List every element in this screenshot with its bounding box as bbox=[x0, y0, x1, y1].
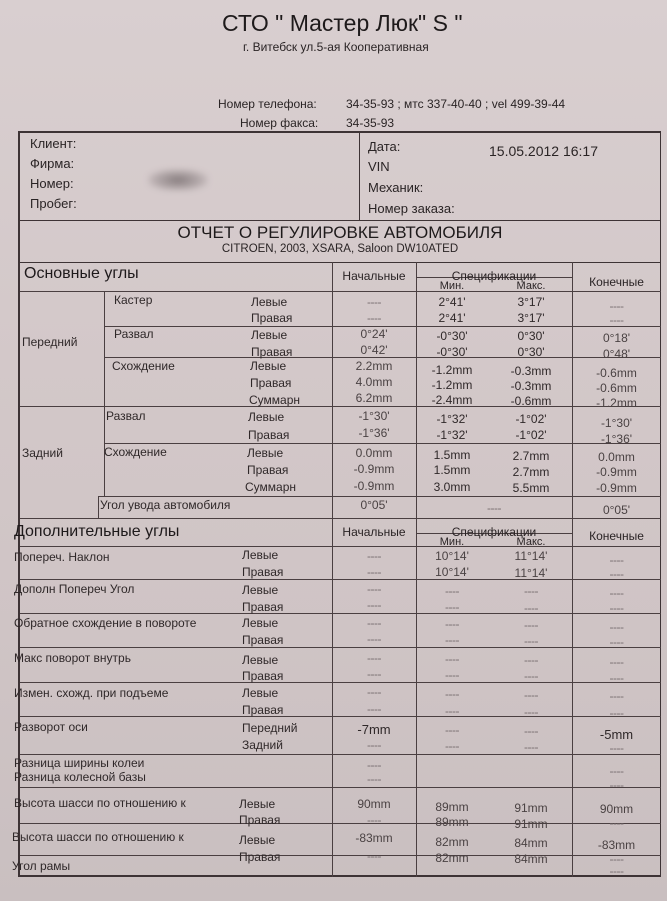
kpi-left-final: ---- bbox=[609, 553, 624, 567]
front-toe-total-initial: 6.2mm bbox=[355, 391, 393, 405]
rear-camber-right-initial: -1°36' bbox=[358, 426, 390, 440]
shop-header bbox=[0, 0, 667, 130]
front-toe-total-final: -1.2mm bbox=[596, 396, 637, 410]
axle-offset-rear-label: Задний bbox=[242, 738, 283, 752]
rear-camber-right-max: -1°02' bbox=[515, 428, 547, 442]
front-toe-right-initial: 4.0mm bbox=[355, 375, 393, 389]
max-turn-left-initial: ---- bbox=[367, 651, 381, 665]
toe-change-right-min: ---- bbox=[445, 704, 459, 718]
rear-toe-right-label: Правая bbox=[247, 463, 289, 477]
front-caster-left-final: ---- bbox=[609, 299, 624, 313]
ride-height-2-label: Высота шасси по отношению к bbox=[12, 830, 184, 844]
front-camber-right-initial: 0°42' bbox=[360, 343, 388, 357]
frame-angle-final: ---- bbox=[609, 864, 624, 878]
add-col-min-header: Мин. bbox=[439, 536, 465, 548]
included-angle-right-label: Правая bbox=[242, 600, 284, 614]
rear-toe-total-min: 3.0mm bbox=[433, 480, 471, 494]
rear-toe-right-max: 2.7mm bbox=[512, 465, 550, 479]
date-label: Дата: bbox=[368, 139, 401, 154]
grid-line bbox=[98, 496, 661, 497]
front-caster-right-min: 2°41' bbox=[438, 311, 466, 325]
toe-change-right-label: Правая bbox=[242, 703, 284, 717]
max-turn-right-final: ---- bbox=[609, 671, 624, 685]
front-caster-right-initial: ---- bbox=[367, 311, 381, 325]
track-width-diff-final: ---- bbox=[609, 764, 624, 778]
report-title: ОТЧЕТ О РЕГУЛИРОВКЕ АВТОМОБИЛЯ bbox=[177, 223, 503, 242]
toe-change-left-max: ---- bbox=[524, 688, 538, 702]
ride-height-2-left-label: Левые bbox=[239, 833, 276, 847]
included-angle-left-min: ---- bbox=[445, 584, 459, 598]
col-final-header: Конечные bbox=[589, 275, 644, 289]
col-min-header: Мин. bbox=[439, 280, 465, 292]
max-turn-right-min: ---- bbox=[445, 668, 459, 682]
kpi-right-label: Правая bbox=[242, 565, 284, 579]
ride-height-1-right-label: Правая bbox=[239, 813, 281, 827]
rear-toe-left-final: 0.0mm bbox=[598, 450, 635, 464]
front-caster-right-label: Правая bbox=[251, 311, 293, 325]
alignment-report-sheet bbox=[12, 131, 661, 878]
thrust-angle-spec: ---- bbox=[487, 501, 501, 515]
thrust-angle-final: 0°05' bbox=[602, 503, 631, 517]
rear-toe-total-label: Суммарн bbox=[245, 480, 297, 494]
rear-toe-label: Схождение bbox=[104, 445, 167, 459]
ride-height-1-left-label: Левые bbox=[239, 797, 276, 811]
ride-height-2-right-max: 84mm bbox=[514, 852, 548, 866]
rear-toe-right-min: 1.5mm bbox=[433, 463, 471, 477]
included-angle-left-max: ---- bbox=[524, 584, 538, 598]
rear-camber-right-final: -1°36' bbox=[600, 432, 633, 446]
kpi-right-max: 11°14' bbox=[514, 566, 548, 580]
included-angle-label: Дополн Попереч Угол bbox=[14, 582, 135, 596]
front-camber-left-final: 0°18' bbox=[602, 331, 631, 345]
ride-height-2-left-initial: -83mm bbox=[355, 831, 393, 845]
toe-change-left-initial: ---- bbox=[367, 685, 381, 699]
rear-toe-left-max: 2.7mm bbox=[512, 449, 550, 463]
ride-height-2-right-min: 82mm bbox=[435, 851, 469, 865]
front-caster-right-final: ---- bbox=[609, 313, 624, 327]
rear-toe-total-initial: -0.9mm bbox=[353, 479, 395, 493]
wheelbase-diff-final: ---- bbox=[609, 778, 624, 792]
vehicle-description: CITROEN, 2003, XSARA, Saloon DW10ATED bbox=[221, 243, 459, 255]
col-specs-header: Спецификации bbox=[451, 269, 537, 283]
fax-value: 34-35-93 bbox=[346, 116, 395, 130]
included-angle-right-initial: ---- bbox=[367, 598, 381, 612]
toe-out-left-max: ---- bbox=[524, 618, 538, 632]
track-width-diff-initial: ---- bbox=[367, 758, 381, 772]
grid-line bbox=[20, 787, 661, 788]
fax-label: Номер факса: bbox=[240, 116, 319, 130]
col-initial-header: Начальные bbox=[342, 269, 406, 283]
client-info-block bbox=[20, 133, 660, 221]
toe-out-left-initial: ---- bbox=[367, 616, 381, 630]
max-turn-right-label: Правая bbox=[242, 669, 284, 683]
max-turn-left-max: ---- bbox=[524, 653, 538, 667]
additional-angles-title: Дополнительные углы bbox=[14, 523, 180, 540]
axle-offset-front-final: -5mm bbox=[599, 727, 634, 742]
ride-height-2-right-final: ---- bbox=[609, 852, 624, 866]
ride-height-1-left-min: 89mm bbox=[435, 800, 469, 814]
rear-camber-left-initial: -1°30' bbox=[358, 409, 390, 423]
included-angle-left-final: ---- bbox=[609, 586, 624, 600]
wheelbase-diff-label: Разница колесной базы bbox=[14, 770, 146, 784]
ride-height-1-right-min: 89mm bbox=[435, 815, 469, 829]
toe-out-right-final: ---- bbox=[609, 635, 624, 649]
toe-change-left-min: ---- bbox=[445, 687, 459, 701]
add-col-specs-header: Спецификации bbox=[451, 525, 537, 539]
ride-height-1-right-initial: ---- bbox=[367, 813, 381, 827]
front-camber-label: Развал bbox=[114, 327, 154, 341]
rear-camber-left-min: -1°32' bbox=[436, 412, 468, 426]
front-toe-left-label: Левые bbox=[250, 359, 287, 373]
report-title-block bbox=[20, 220, 660, 263]
order-number-label: Номер заказа: bbox=[368, 201, 455, 216]
client-label: Клиент: bbox=[30, 136, 77, 151]
front-toe-left-initial: 2.2mm bbox=[355, 359, 393, 373]
front-camber-left-initial: 0°24' bbox=[360, 327, 388, 341]
axle-offset-rear-min: ---- bbox=[445, 739, 459, 753]
phone-value: 34-35-93 ; мтс 337-40-40 ; vel 499-39-44 bbox=[346, 97, 566, 111]
front-camber-right-label: Правая bbox=[251, 345, 293, 359]
wheelbase-diff-initial: ---- bbox=[367, 772, 381, 786]
included-angle-right-min: ---- bbox=[445, 600, 459, 614]
kpi-right-initial: ---- bbox=[367, 565, 381, 579]
axle-offset-rear-initial: ---- bbox=[367, 738, 381, 752]
mechanic-label: Механик: bbox=[368, 180, 424, 195]
thrust-angle-label: Угол увода автомобиля bbox=[100, 498, 231, 512]
rear-camber-left-label: Левые bbox=[248, 410, 285, 424]
mileage-label: Пробег: bbox=[30, 196, 77, 211]
track-width-diff-label: Разница ширины колеи bbox=[14, 756, 145, 770]
max-turn-right-max: ---- bbox=[524, 669, 538, 683]
front-caster-left-min: 2°41' bbox=[438, 295, 466, 309]
rear-toe-right-initial: -0.9mm bbox=[353, 462, 395, 476]
max-turn-left-min: ---- bbox=[445, 652, 459, 666]
rear-camber-left-max: -1°02' bbox=[515, 412, 547, 426]
grid-line bbox=[104, 291, 105, 496]
front-camber-right-max: 0°30' bbox=[517, 345, 545, 359]
axle-offset-rear-final: ---- bbox=[609, 741, 624, 755]
max-turn-left-final: ---- bbox=[609, 655, 624, 669]
max-turn-label: Макс поворот внутрь bbox=[14, 651, 131, 665]
toe-out-left-label: Левые bbox=[242, 616, 279, 630]
front-caster-left-initial: ---- bbox=[367, 295, 381, 309]
front-camber-left-max: 0°30' bbox=[517, 329, 545, 343]
front-camber-left-min: -0°30' bbox=[436, 329, 468, 343]
kpi-left-min: 10°14' bbox=[435, 549, 469, 563]
toe-change-right-initial: ---- bbox=[367, 702, 381, 716]
front-camber-right-min: -0°30' bbox=[436, 345, 468, 359]
shop-address: г. Витебск ул.5-ая Кооперативная bbox=[243, 40, 429, 54]
rear-toe-total-final: -0.9mm bbox=[596, 481, 637, 495]
front-axle-label: Передний bbox=[22, 335, 78, 349]
grid-line bbox=[20, 518, 661, 519]
firm-label: Фирма: bbox=[30, 156, 75, 171]
axle-offset-front-label: Передний bbox=[242, 721, 298, 735]
main-angles-title: Основные углы bbox=[24, 265, 139, 282]
axle-offset-front-max: ---- bbox=[524, 724, 538, 738]
front-camber-left-label: Левые bbox=[251, 328, 288, 342]
front-caster-left-max: 3°17' bbox=[517, 295, 545, 309]
front-caster-label: Кастер bbox=[114, 293, 153, 307]
front-caster-right-max: 3°17' bbox=[517, 311, 545, 325]
front-toe-right-min: -1.2mm bbox=[431, 378, 473, 392]
number-label: Номер: bbox=[30, 176, 74, 191]
max-turn-right-initial: ---- bbox=[367, 667, 381, 681]
col-max-header: Макс. bbox=[516, 280, 546, 292]
rear-toe-right-final: -0.9mm bbox=[596, 465, 637, 479]
included-angle-left-initial: ---- bbox=[367, 582, 381, 596]
kpi-label: Попереч. Наклон bbox=[14, 550, 110, 564]
kpi-left-label: Левые bbox=[242, 548, 279, 562]
axle-offset-front-min: ---- bbox=[445, 723, 459, 737]
toe-out-on-turns-label: Обратное схождение в повороте bbox=[14, 616, 197, 630]
ride-height-1-right-final: ---- bbox=[609, 816, 624, 830]
toe-out-right-max: ---- bbox=[524, 634, 538, 648]
rear-camber-left-final: -1°30' bbox=[600, 416, 633, 430]
max-turn-left-label: Левые bbox=[242, 653, 279, 667]
thrust-angle-initial: 0°05' bbox=[360, 498, 388, 512]
front-camber-right-final: 0°48' bbox=[602, 347, 631, 361]
toe-out-left-final: ---- bbox=[609, 620, 624, 634]
vin-label: VIN bbox=[368, 159, 390, 174]
axle-offset-rear-max: ---- bbox=[524, 740, 538, 754]
rear-toe-left-min: 1.5mm bbox=[433, 448, 471, 462]
toe-out-left-min: ---- bbox=[445, 617, 459, 631]
front-toe-right-final: -0.6mm bbox=[596, 381, 637, 395]
info-divider bbox=[359, 133, 360, 220]
grid-line bbox=[98, 496, 99, 518]
front-toe-label: Схождение bbox=[112, 359, 175, 373]
rear-camber-right-min: -1°32' bbox=[436, 428, 468, 442]
rear-camber-right-label: Правая bbox=[248, 428, 290, 442]
front-toe-left-max: -0.3mm bbox=[510, 364, 552, 378]
kpi-left-initial: ---- bbox=[367, 549, 381, 563]
ride-height-1-right-max: 91mm bbox=[514, 817, 548, 831]
front-caster-left-label: Левые bbox=[251, 295, 288, 309]
add-col-initial-header: Начальные bbox=[342, 525, 406, 539]
frame-angle-label: Угол рамы bbox=[12, 859, 71, 873]
toe-change-left-final: ---- bbox=[609, 689, 624, 703]
kpi-right-min: 10°14' bbox=[435, 565, 469, 579]
phone-label: Номер телефона: bbox=[218, 97, 317, 111]
front-toe-right-max: -0.3mm bbox=[510, 379, 552, 393]
ride-height-2-left-final: -83mm bbox=[597, 838, 636, 852]
toe-change-left-label: Левые bbox=[242, 686, 279, 700]
add-col-max-header: Макс. bbox=[516, 536, 546, 548]
front-toe-left-min: -1.2mm bbox=[431, 363, 473, 377]
rear-toe-left-initial: 0.0mm bbox=[355, 446, 393, 460]
ride-height-1-left-max: 91mm bbox=[514, 801, 548, 815]
toe-out-right-initial: ---- bbox=[367, 632, 381, 646]
grid-line bbox=[20, 754, 661, 755]
ride-height-2-left-min: 82mm bbox=[435, 835, 469, 849]
kpi-left-max: 11°14' bbox=[514, 549, 548, 563]
ride-height-1-label: Высота шасси по отношению к bbox=[14, 796, 186, 810]
front-toe-left-final: -0.6mm bbox=[596, 366, 637, 380]
redacted-plate-number bbox=[148, 169, 208, 191]
front-toe-total-max: -0.6mm bbox=[510, 394, 552, 408]
axle-offset-label: Разворот оси bbox=[14, 720, 88, 734]
front-toe-right-label: Правая bbox=[250, 376, 292, 390]
toe-out-right-min: ---- bbox=[445, 633, 459, 647]
ride-height-2-right-initial: ---- bbox=[367, 849, 381, 863]
included-angle-right-final: ---- bbox=[609, 601, 624, 615]
rear-camber-label: Развал bbox=[106, 409, 146, 423]
toe-change-right-max: ---- bbox=[524, 705, 538, 719]
toe-change-right-final: ---- bbox=[609, 706, 624, 720]
included-angle-right-max: ---- bbox=[524, 601, 538, 615]
included-angle-left-label: Левые bbox=[242, 583, 279, 597]
ride-height-1-left-final: 90mm bbox=[599, 802, 634, 816]
ride-height-2-left-max: 84mm bbox=[514, 836, 548, 850]
kpi-right-final: ---- bbox=[609, 567, 624, 581]
date-value: 15.05.2012 16:17 bbox=[489, 143, 598, 159]
add-col-final-header: Конечные bbox=[589, 529, 644, 543]
toe-change-lift-label: Измен. схожд. при подъеме bbox=[14, 686, 169, 700]
front-toe-total-label: Суммарн bbox=[249, 393, 301, 407]
axle-offset-front-initial: -7mm bbox=[357, 722, 391, 737]
shop-name: СТО " Мастер Люк" S " bbox=[222, 10, 463, 36]
toe-out-right-label: Правая bbox=[242, 633, 284, 647]
rear-toe-left-label: Левые bbox=[247, 446, 284, 460]
rear-toe-total-max: 5.5mm bbox=[512, 481, 550, 495]
ride-height-1-left-initial: 90mm bbox=[357, 797, 391, 811]
front-toe-total-min: -2.4mm bbox=[431, 393, 473, 407]
rear-axle-label: Задний bbox=[22, 446, 63, 460]
ride-height-2-right-label: Правая bbox=[239, 850, 281, 864]
